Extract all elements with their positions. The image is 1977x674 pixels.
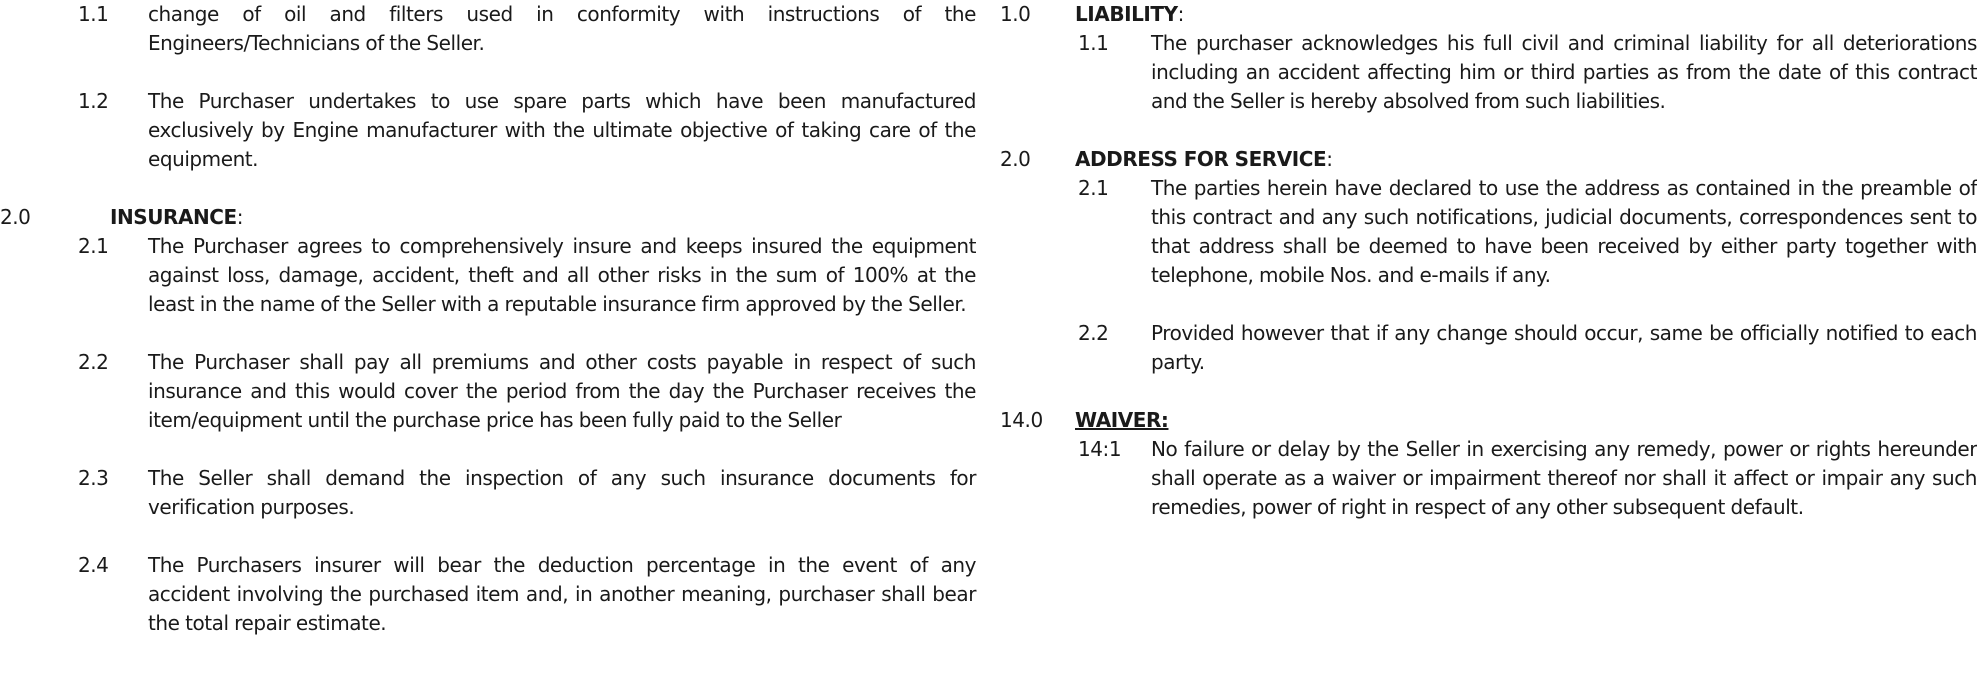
section-heading-waiver xyxy=(1000,406,1977,435)
section-number: 14.0 xyxy=(1000,408,1043,432)
clause-text: The Purchaser shall pay all premiums and other costs payable in respect of such insurance and this would cover the period from the day the Purchaser receives the item/equipment until the purchase price has been fully paid to the Seller xyxy=(148,350,976,432)
clause-2-1-address xyxy=(1000,174,1977,290)
clause-number: 2.3 xyxy=(78,466,109,490)
clause-text: The Purchasers insurer will bear the deduction percentage in the event of any accident involving the purchased item and, in another meaning, purchaser shall bear the total repair estimate. xyxy=(148,553,976,635)
clause-number: 2.1 xyxy=(78,234,109,258)
section-number: 2.0 xyxy=(0,205,31,229)
clause-text: The Purchaser agrees to comprehensively insure and keeps insured the equipment against loss, damage, accident, theft and all other risks in the sum of 100% at the least in the name of the Seller with a reputable insurance firm approved by the Seller. xyxy=(148,234,976,316)
section-title: WAIVER: xyxy=(1075,408,1169,432)
clause-number: 1.2 xyxy=(78,89,109,113)
clause-number: 2.2 xyxy=(1078,321,1109,345)
clause-text: change of oil and filters used in conformity with instructions of the Engineers/Technicians of the Seller. xyxy=(148,2,976,55)
clause-text: The parties herein have declared to use the address as contained in the preamble of this contract and any such notifications, judicial documents, correspondences sent to that address shall be deemed to have been received by either party together with telephone, mobile Nos. and e-mails if any. xyxy=(1151,176,1977,287)
clause-1-2-left xyxy=(0,87,976,174)
clause-number: 1.1 xyxy=(1078,31,1109,55)
clause-2-3-insurance xyxy=(0,464,976,522)
clause-text: Provided however that if any change should occur, same be officially notified to each party. xyxy=(1151,321,1977,374)
clause-2-2-address xyxy=(1000,319,1977,377)
clause-number: 2.4 xyxy=(78,553,109,577)
clause-number: 1.1 xyxy=(78,2,109,26)
section-title: INSURANCE: xyxy=(110,205,244,229)
clause-number: 2.1 xyxy=(1078,176,1109,200)
section-title: LIABILITY: xyxy=(1075,2,1184,26)
section-number: 2.0 xyxy=(1000,147,1031,171)
clause-text: The purchaser acknowledges his full civil and criminal liability for all deteriorations including an accident affecting him or third parties as from the date of this contract and the Seller is hereby absolved from such liabilities. xyxy=(1151,31,1977,113)
clause-2-2-insurance xyxy=(0,348,976,435)
clause-number: 14:1 xyxy=(1078,437,1122,461)
clause-text: The Purchaser undertakes to use spare parts which have been manufactured exclusively by Engine manufacturer with the ultimate objective of taking care of the equipment. xyxy=(148,89,976,171)
section-number: 1.0 xyxy=(1000,2,1031,26)
clause-number: 2.2 xyxy=(78,350,109,374)
right-column xyxy=(1000,0,1977,522)
clause-text: The Seller shall demand the inspection of any such insurance documents for verification purposes. xyxy=(148,466,976,519)
section-heading-liability xyxy=(1000,0,1977,29)
clause-14-1-waiver xyxy=(1000,435,1977,522)
clause-text: No failure or delay by the Seller in exercising any remedy, power or rights hereunder shall operate as a waiver or impairment thereof nor shall it affect or impair any such remedies, power of right in respect of any other subsequent default. xyxy=(1151,437,1977,519)
section-title: ADDRESS FOR SERVICE: xyxy=(1075,147,1333,171)
clause-2-1-insurance xyxy=(0,232,976,319)
section-heading-address-for-service xyxy=(1000,145,1977,174)
left-column xyxy=(0,0,976,638)
clause-1-1-left xyxy=(0,0,976,58)
clause-2-4-insurance xyxy=(0,551,976,638)
clause-1-1-liability xyxy=(1000,29,1977,116)
section-heading-insurance xyxy=(0,203,976,232)
